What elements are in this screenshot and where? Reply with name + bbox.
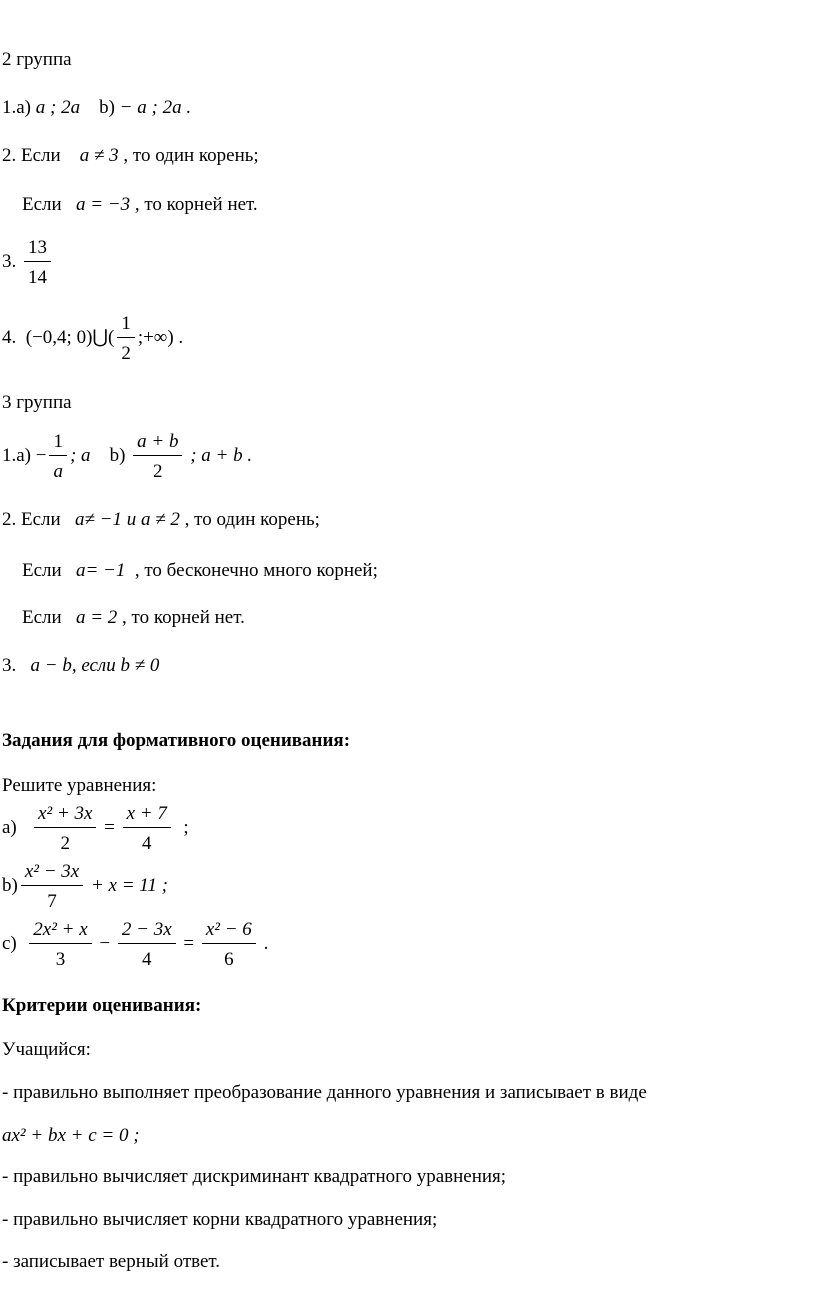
task-a-d1: 2 [60, 833, 70, 854]
g3-q2 [2, 510, 320, 529]
task-c-tail: . [263, 932, 269, 954]
g2-q3-fraction [24, 238, 51, 287]
g3-q2b-cond: a= −1 [75, 560, 126, 581]
task-c-d1: 3 [55, 949, 66, 970]
task-c-n1: 2x² + x [29, 920, 91, 944]
criteria-item-1: - правильно выполняет преобразование данного уравнения и записывает в виде [2, 1082, 647, 1103]
task-a-frac2 [123, 804, 171, 853]
g2-q4-left: (−0,4; 0)⋃( [25, 326, 115, 348]
task-a-frac1 [34, 804, 96, 853]
g2-q3-prefix: 3. [2, 250, 17, 272]
g2-q1-a: a ; 2a [35, 97, 81, 118]
task-b-d1: 7 [47, 891, 57, 912]
task-b [2, 862, 168, 911]
g3-q2b-tail: , то бесконечно много корней; [134, 560, 378, 581]
g3-q1-fraction [49, 432, 67, 481]
criteria-student: Учащийся: [2, 1039, 91, 1060]
criteria-item-4: - записывает верный ответ. [2, 1251, 221, 1272]
tasks-intro: Решите уравнения: [2, 775, 157, 796]
g2-q2-prefix: 2. Если [2, 145, 61, 166]
g2-q4-num: 1 [117, 314, 135, 338]
g3-q2c-prefix: Если [22, 607, 62, 628]
g3-q3-prefix: 3. [2, 655, 17, 676]
task-b-tail: + x = 11 ; [90, 874, 168, 896]
task-a-label: a) [2, 816, 17, 838]
g2-q2b-cond: a = −3 [75, 194, 131, 215]
g3-q3-expr: a − b, если b ≠ 0 [30, 655, 160, 676]
g3-q1-b-den: 2 [153, 461, 163, 482]
g2-q4-prefix: 4. [2, 326, 17, 348]
g2-q2 [2, 146, 259, 165]
criteria-heading: Критерии оценивания: [2, 995, 202, 1016]
g2-q1-b-label: b) [99, 97, 115, 118]
task-b-frac1 [21, 862, 83, 911]
task-c-frac3 [202, 920, 256, 969]
task-c-frac2 [118, 920, 176, 969]
g2-q2b-tail: , то корней нет. [134, 194, 258, 215]
task-a [2, 804, 189, 853]
g2-q4-den: 2 [121, 343, 131, 364]
task-c-label: c) [2, 932, 17, 954]
g3-q1-b-fraction [133, 432, 182, 481]
g3-q1-prefix: 1.a) − [2, 444, 47, 466]
task-a-tail: ; [183, 816, 189, 838]
g3-q1-num: 1 [49, 432, 67, 456]
g3-q2b [22, 561, 378, 580]
group3-heading: 3 группа [2, 392, 72, 413]
group2-heading: 2 группа [2, 49, 72, 70]
g3-q1-b-label: b) [109, 444, 126, 466]
g3-q2c-tail: , то корней нет. [122, 607, 245, 628]
g3-q1-den: a [53, 461, 63, 482]
g2-q2b [22, 195, 258, 214]
task-c-d2: 4 [142, 949, 152, 970]
g3-q1-b-num: a + b [133, 432, 182, 456]
g3-q2-cond: a≠ −1 и a ≠ 2 [74, 509, 180, 530]
g2-q1 [2, 98, 191, 117]
task-c [2, 920, 268, 969]
g2-q4-fraction [117, 314, 135, 363]
g2-q3 [2, 238, 54, 287]
criteria-item-1-formula: ax² + bx + c = 0 ; [2, 1125, 140, 1146]
task-c-minus: − [99, 932, 111, 954]
g3-q2-prefix: 2. Если [2, 509, 61, 530]
g3-q2c [22, 608, 245, 627]
criteria-item-2: - правильно вычисляет дискриминант квадратного уравнения; [2, 1166, 507, 1187]
g2-q3-num: 13 [24, 238, 51, 262]
task-a-d2: 4 [142, 833, 152, 854]
g3-q1-b-tail: ; a + b . [190, 444, 253, 466]
g3-q3 [2, 656, 159, 675]
g3-q2-tail: , то один корень; [184, 509, 320, 530]
task-b-label: b) [2, 874, 18, 896]
task-b-n1: x² − 3x [21, 862, 83, 886]
task-c-frac1 [29, 920, 91, 969]
task-c-eq: = [183, 932, 195, 954]
g2-q1-prefix: 1.a) [2, 97, 32, 118]
g2-q2-cond: a ≠ 3 [79, 145, 119, 166]
g2-q2-tail: , то один корень; [123, 145, 259, 166]
tasks-heading: Задания для формативного оценивания: [2, 730, 351, 751]
g2-q3-den: 14 [28, 267, 47, 288]
g2-q2b-prefix: Если [22, 194, 62, 215]
task-c-n3: x² − 6 [202, 920, 256, 944]
task-a-n2: x + 7 [123, 804, 171, 828]
g3-q2c-cond: a = 2 [75, 607, 118, 628]
g2-q1-b: − a ; 2a . [119, 97, 192, 118]
task-c-d3: 6 [224, 949, 234, 970]
criteria-item-3: - правильно вычисляет корни квадратного уравнения; [2, 1209, 438, 1230]
g2-q4 [2, 314, 183, 363]
task-a-n1: x² + 3x [34, 804, 96, 828]
g2-q4-right: ;+∞) . [137, 326, 184, 348]
task-c-n2: 2 − 3x [118, 920, 176, 944]
task-a-eq: = [104, 816, 115, 838]
g3-q1-tail: ; a [69, 444, 91, 466]
g3-q1 [2, 432, 252, 481]
g3-q2b-prefix: Если [22, 560, 62, 581]
